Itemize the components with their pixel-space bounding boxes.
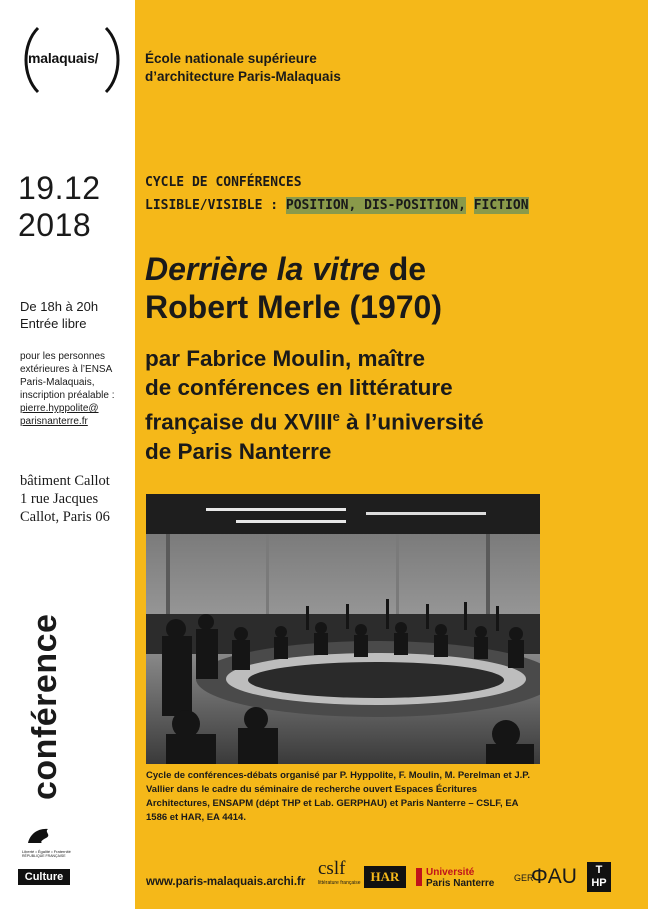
date-year: 2018 bbox=[18, 207, 92, 243]
address-line: Callot, Paris 06 bbox=[20, 509, 110, 525]
date-day-month: 19.12 bbox=[18, 170, 101, 206]
republic-name: RÉPUBLIQUE FRANÇAISE bbox=[22, 854, 66, 858]
har-logo: HAR bbox=[364, 866, 406, 888]
logo-wordmark: malaquais/ bbox=[28, 50, 99, 66]
book-author-year: Robert Merle (1970) bbox=[145, 289, 442, 325]
cycle-title: CYCLE DE CONFÉRENCES bbox=[145, 175, 302, 190]
title-connector: de bbox=[388, 251, 427, 287]
thp-logo-line: T bbox=[595, 864, 603, 876]
cycle-theme-highlight: POSITION, DIS-POSITION, bbox=[285, 198, 466, 213]
thp-logo-line: HP bbox=[591, 877, 607, 889]
gerphau-logo-left: GER bbox=[514, 873, 534, 883]
century-superscript: e bbox=[332, 409, 340, 424]
event-date bbox=[18, 170, 128, 244]
book-title: Derrière la vitre bbox=[145, 251, 380, 287]
cycle-theme bbox=[145, 194, 529, 217]
republic-motto: Liberté • Égalité • Fraternité bbox=[22, 849, 71, 854]
registration-line: pour les personnes bbox=[20, 351, 106, 362]
partner-logos bbox=[318, 858, 648, 898]
nanterre-logo bbox=[426, 867, 494, 889]
main-panel bbox=[135, 0, 648, 909]
meeting-room-photo-icon bbox=[146, 494, 540, 764]
ministry-name: Culture bbox=[18, 869, 70, 885]
registration-note bbox=[20, 350, 132, 428]
cycle-heading bbox=[145, 171, 529, 217]
cycle-theme-lead: LISIBLE/VISIBLE : bbox=[145, 198, 279, 213]
category-label-text: conférence bbox=[26, 613, 64, 800]
malaquais-logo bbox=[20, 24, 130, 96]
event-time: De 18h à 20h bbox=[20, 299, 99, 314]
school-name bbox=[145, 50, 395, 86]
school-name-line: d’architecture Paris-Malaquais bbox=[145, 69, 341, 84]
cslf-logo: cslf bbox=[318, 858, 346, 879]
credits-text: Cycle de conférences-débats organisé par P. Hyppolite, F. Moulin, M. Perelman et J.P. Vallier dans le cadre du séminaire de recherche ouvert Espaces Écritures Architectures, ENSAPM (dépt THP et Lab. GERPHAU) et Paris Nanterre – CSLF, EA 1586 et HAR, EA 4414. bbox=[146, 770, 530, 823]
registration-line: Paris-Malaquais, bbox=[20, 377, 95, 388]
nanterre-mark-icon bbox=[416, 868, 422, 886]
cslf-logo-sub: littérature française bbox=[318, 880, 361, 886]
speaker-line: de conférences en littérature bbox=[145, 375, 453, 400]
registration-email-link[interactable]: pierre.hyppolite@ bbox=[20, 403, 99, 414]
event-entry: Entrée libre bbox=[20, 316, 87, 331]
gerphau-logo-right: ΦAU bbox=[531, 865, 577, 888]
speaker-line-part: à l’université bbox=[339, 409, 484, 435]
registration-line: inscription préalable : bbox=[20, 390, 115, 401]
speaker-info bbox=[145, 344, 625, 466]
sidebar bbox=[0, 0, 135, 909]
talk-title bbox=[145, 250, 645, 326]
event-hours bbox=[20, 298, 132, 332]
speaker-line: de Paris Nanterre bbox=[145, 438, 332, 464]
nanterre-logo-line: Paris Nanterre bbox=[426, 878, 495, 889]
speaker-line: par Fabrice Moulin, maître bbox=[145, 346, 426, 371]
school-name-line: École nationale supérieure bbox=[145, 51, 317, 66]
registration-email-link[interactable]: parisnanterre.fr bbox=[20, 416, 88, 427]
culture-ministry-logo bbox=[18, 826, 73, 885]
address-line: 1 rue Jacques bbox=[20, 491, 99, 507]
venue-address bbox=[20, 472, 132, 526]
registration-line: extérieures à l’ENSA bbox=[20, 364, 113, 375]
archive-photo bbox=[146, 494, 540, 764]
category-label bbox=[26, 570, 66, 800]
nanterre-logo-line: Université bbox=[426, 867, 475, 878]
cycle-theme-highlight: FICTION bbox=[473, 198, 529, 213]
website-link[interactable]: www.paris-malaquais.archi.fr bbox=[146, 876, 306, 888]
speaker-line-part: française du XVIII bbox=[145, 409, 333, 435]
marianne-icon bbox=[22, 826, 62, 844]
speaker-line bbox=[145, 402, 625, 437]
address-line: bâtiment Callot bbox=[20, 473, 110, 489]
thp-logo bbox=[587, 862, 611, 892]
